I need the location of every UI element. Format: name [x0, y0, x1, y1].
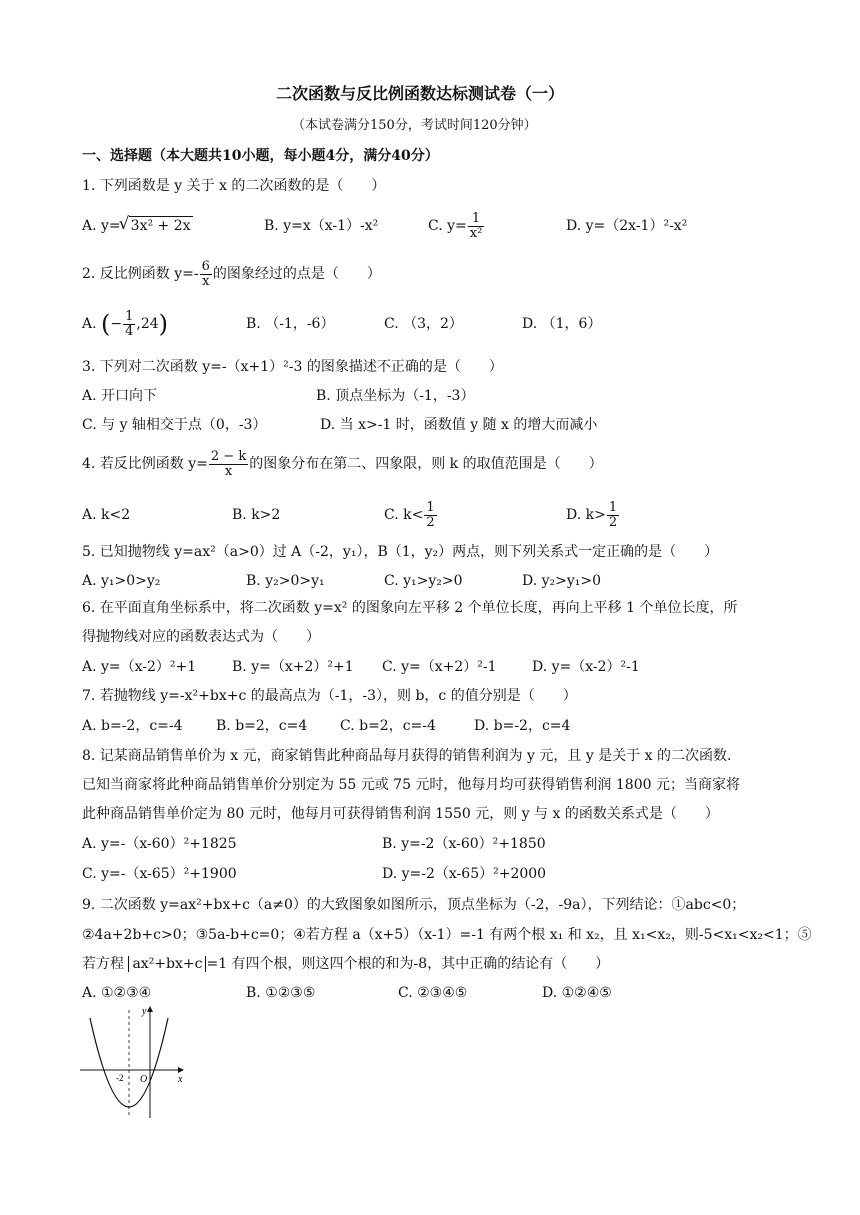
q5-option-b: B. y₂>0>y₁ [246, 573, 325, 589]
q2-option-a: A. (− $\frac{1}{4}$ ,24) [82, 308, 169, 339]
q1-option-c: C. y= $\frac{1}{\text{x²}}$ [428, 210, 483, 241]
q3-option-a: A. 开口向下 [82, 388, 158, 404]
q3-option-c: C. 与 y 轴相交于点（0，-3） [82, 417, 267, 433]
q9-stem-line1: 9. 二次函数 y=ax²+bx+c（a≠0）的大致图象如图所示，顶点坐标为（-2，-9a），下列结论：①abc<0； [82, 897, 746, 913]
page-title: 二次函数与反比例函数达标测试卷（一） [276, 84, 565, 103]
q6-option-c: C. y=（x+2）²-1 [382, 659, 497, 675]
q5-stem: 5. 已知抛物线 y=ax²（a>0）过 A（-2，y₁），B（1，y₂）两点，则下列关系式一定正确的是（ ） [82, 544, 719, 560]
q2-option-c: C. （3，2） [384, 316, 463, 332]
q9-stem-line3: 若方程 ax²+bx+c =1 有四个根，则这四个根的和为-8，其中正确的结论有（ ） [82, 956, 610, 972]
q7-option-c: C. b=2，c=-4 [340, 718, 436, 734]
q8-stem-line1: 8. 记某商品销售单价为 x 元，商家销售此种商品每月获得的销售利润为 y 元，且 y 是关于 x 的二次函数. [82, 748, 732, 764]
q9-option-d: D. ①②④⑤ [542, 985, 612, 1001]
q4-option-c: C. k< $\frac{1}{2}$ [384, 499, 435, 530]
q3-option-b: B. 顶点坐标为（-1，-3） [316, 388, 475, 404]
q4-stem: 4. 若反比例函数 y= $\frac{2 - k}{x}$ 的图象分布在第二、四象限，则 k 的取值范围是（ ） [82, 448, 603, 479]
q6-stem-line1: 6. 在平面直角坐标系中，将二次函数 y=x² 的图象向左平移 2 个单位长度，再向上平移 1 个单位长度，所 [82, 600, 738, 616]
q9-option-b: B. ①②③⑤ [246, 985, 316, 1001]
q4-option-d: D. k> $\frac{1}{2}$ [566, 499, 618, 530]
q6-stem-line2: 得抛物线对应的函数表达式为（ ） [82, 629, 320, 645]
q7-option-a: A. b=-2，c=-4 [82, 718, 183, 734]
page-subtitle: （本试卷满分150分，考试时间120分钟） [292, 118, 537, 133]
q6-option-a: A. y=（x-2）²+1 [82, 659, 197, 675]
q5-option-a: A. y₁>0>y₂ [82, 573, 161, 589]
origin-label: O [140, 1074, 148, 1085]
x-axis-label: x [178, 1074, 183, 1085]
q9-option-a: A. ①②③④ [82, 985, 152, 1001]
q8-option-c: C. y=-（x-65）²+1900 [82, 866, 237, 882]
q6-option-b: B. y=（x+2）²+1 [232, 659, 354, 675]
q2-option-d: D. （1，6） [522, 316, 602, 332]
y-axis-label: y [142, 1006, 147, 1017]
q8-option-d: D. y=-2（x-65）²+2000 [382, 866, 547, 882]
q8-stem-line2: 已知当商家将此种商品销售单价分别定为 55 元或 75 元时，他每月均可获得销售利润 1800 元；当商家将 [82, 777, 740, 793]
y-axis-arrow [147, 1006, 153, 1012]
tick-label: -2 [116, 1073, 124, 1083]
q5-option-c: C. y₁>y₂>0 [384, 573, 463, 589]
q6-option-d: D. y=（x-2）²-1 [532, 659, 640, 675]
q8-option-a: A. y=-（x-60）²+1825 [82, 836, 237, 852]
q7-option-d: D. b=-2，c=4 [474, 718, 571, 734]
x-axis-arrow [178, 1067, 184, 1073]
q1-stem: 1. 下列函数是 y 关于 x 的二次函数的是（ ） [82, 178, 386, 194]
q9-parabola-graph [78, 1000, 190, 1120]
q2-option-b: B. （-1，-6） [246, 316, 335, 332]
q8-stem-line3: 此种商品销售单价定为 80 元时，他每月可获得销售利润 1550 元，则 y 与 x 的函数关系式是（ ） [82, 806, 719, 822]
q1-radical: √ 3x² + 2x [129, 216, 193, 235]
q9-option-c: C. ②③④⑤ [398, 985, 468, 1001]
parabola-curve [90, 1018, 168, 1107]
q7-option-b: B. b=2，c=4 [216, 718, 308, 734]
q4-option-a: A. k<2 [82, 507, 131, 523]
q1-option-a: A. y=√ 3x² + 2x [82, 216, 193, 236]
q4-option-b: B. k>2 [232, 507, 281, 523]
q2-stem: 2. 反比例函数 y=- $\frac{6}{x}$ 的图象经过的点是（ ） [82, 258, 381, 289]
q1-option-d: D. y=（2x-1）²-x² [566, 218, 688, 234]
q1-option-b: B. y=x（x-1）-x² [264, 218, 379, 234]
section-heading: 一、选择题（本大题共10小题，每小题4分，满分40分） [82, 148, 439, 164]
q9-stem-line2: ②4a+2b+c>0；③5a-b+c=0；④若方程 a（x+5）（x-1）=-1 有两个根 x₁ 和 x₂，且 x₁<x₂，则-5<x₁<x₂<1；⑤ [82, 927, 812, 943]
q3-stem: 3. 下列对二次函数 y=-（x+1）²-3 的图象描述不正确的是（ ） [82, 359, 503, 375]
q5-option-d: D. y₂>y₁>0 [522, 573, 602, 589]
q3-option-d: D. 当 x>-1 时，函数值 y 随 x 的增大而减小 [320, 417, 598, 433]
q8-option-b: B. y=-2（x-60）²+1850 [382, 836, 546, 852]
q7-stem: 7. 若抛物线 y=-x²+bx+c 的最高点为（-1，-3），则 b，c 的值分别是（ ） [82, 688, 577, 704]
